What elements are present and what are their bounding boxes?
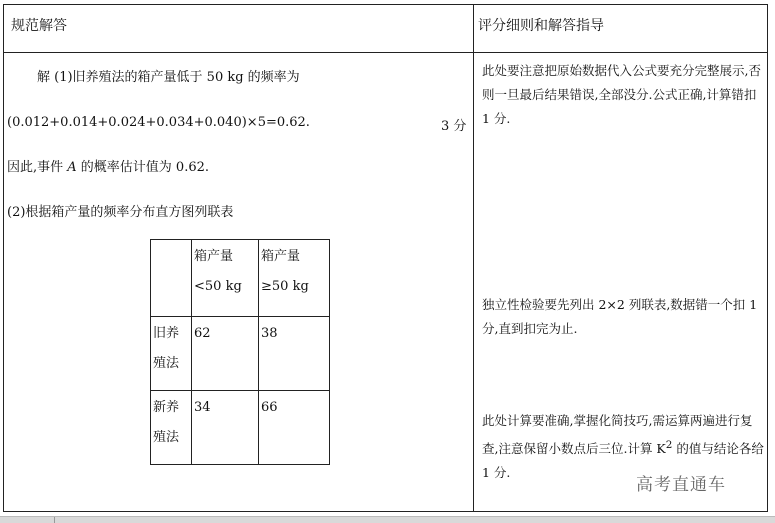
solution-line-2: (0.012+0.014+0.024+0.034+0.040)×5=0.62.: [7, 115, 310, 130]
g3-post: 的值与结论各给 1 分.: [482, 441, 764, 481]
scoring-table: [3, 4, 768, 512]
column-divider: [473, 5, 474, 511]
table-cell: 62: [192, 317, 259, 391]
header-guidance: 评分细则和解答指导: [478, 18, 604, 34]
table-col-header-2: 箱产量 ≥50 kg: [259, 240, 330, 317]
table-cell: 34: [192, 391, 259, 465]
row-label: 新养殖法: [151, 391, 192, 465]
event-variable: A: [67, 160, 77, 175]
solution-line-1: 解 (1)旧养殖法的箱产量低于 50 kg 的频率为: [37, 70, 300, 85]
watermark: 高考直通车: [636, 475, 726, 495]
line3-post: 的概率估计值为 0.62.: [76, 160, 209, 175]
row-label: 旧养殖法: [151, 317, 192, 391]
contingency-table: [150, 239, 330, 465]
table-cell: 38: [259, 317, 330, 391]
header-divider: [4, 52, 767, 53]
table-col-header-1: 箱产量<50 kg: [192, 240, 259, 317]
score-label: 3 分: [441, 119, 467, 134]
k-superscript: 2: [665, 439, 673, 451]
solution-line-4: (2)根据箱产量的频率分布直方图列联表: [7, 205, 234, 220]
line3-pre: 因此,事件: [7, 160, 68, 175]
header-solution: 规范解答: [11, 18, 67, 34]
table-row: [151, 317, 330, 391]
table-cell: 66: [259, 391, 330, 465]
g3-pre: 此处计算要准确,掌握化简技巧,需运算两遍进行复查,注意保留小数点后三位.计算 K: [482, 413, 753, 457]
horizontal-scrollbar[interactable]: [0, 516, 775, 523]
table-header-row: [151, 240, 330, 317]
scrollbar-divider: [54, 517, 55, 523]
solution-line-3: [7, 156, 209, 175]
guidance-note-1: 此处要注意把原始数据代入公式要充分完整展示,否则一旦最后结果错误,全部没分.公式正确,计算错扣 1 分.: [482, 63, 761, 126]
table-row: [151, 391, 330, 465]
guidance-note-2: 独立性检验要先列出 2×2 列联表,数据错一个扣 1 分,直到扣完为止.: [482, 297, 758, 336]
table-corner-cell: [151, 240, 192, 317]
